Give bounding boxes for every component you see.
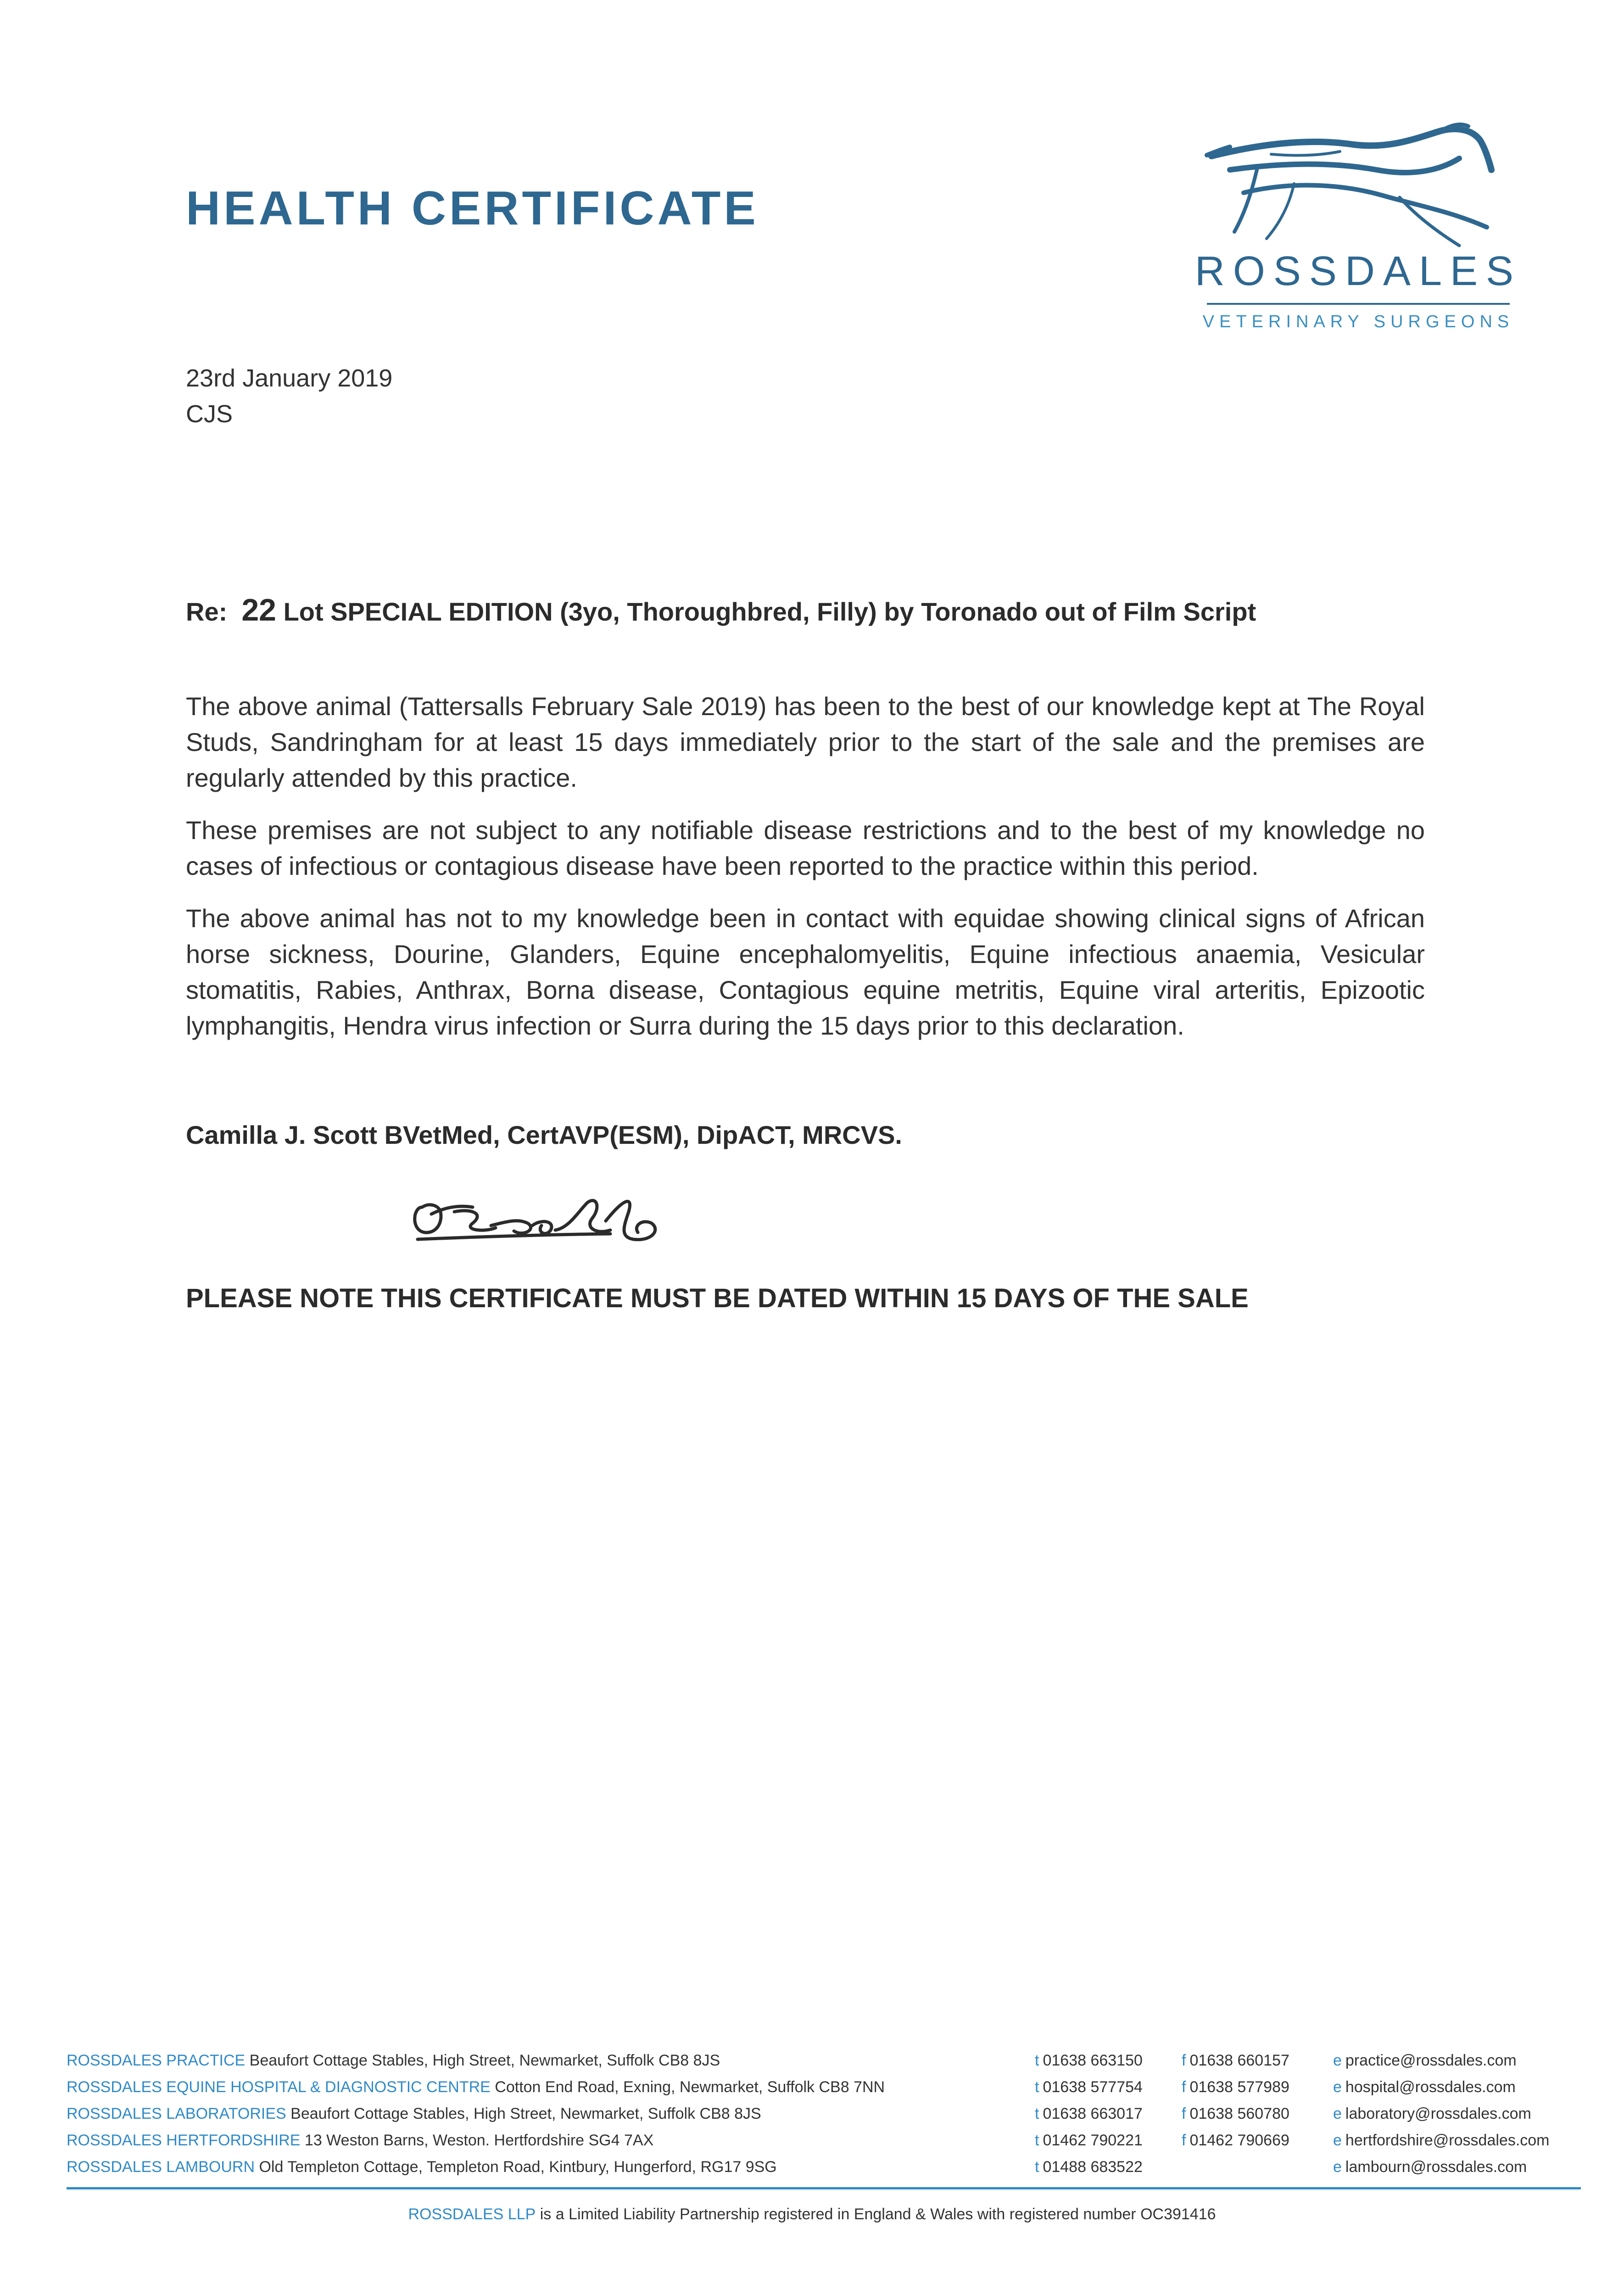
certificate-body xyxy=(186,688,1425,1060)
office-fax: f 01638 577989 xyxy=(1182,2078,1289,2096)
office-address: Beaufort Cottage Stables, High Street, Newmarket, Suffolk CB8 8JS xyxy=(290,2105,761,2122)
office-phone: t 01488 683522 xyxy=(1035,2158,1143,2176)
office-name: ROSSDALES PRACTICE xyxy=(67,2052,246,2069)
subject-prefix: Re: xyxy=(186,597,228,626)
body-paragraph-1: The above animal (Tattersalls February Sale 2019) has been to the best of our knowledge kept at The Royal Studs, Sandringham for at least 15 days immediately prior to the start of the sale and the premises are regularly attended by this practice. xyxy=(186,692,1425,792)
office-email[interactable]: e hospital@rossdales.com xyxy=(1333,2078,1516,2096)
footer-divider xyxy=(67,2187,1581,2189)
office-row xyxy=(67,2052,1581,2078)
office-row xyxy=(67,2132,1581,2158)
office-address: 13 Weston Barns, Weston. Hertfordshire SG4 7AX xyxy=(304,2132,654,2149)
brand-name: ROSSDALES xyxy=(1194,248,1522,294)
body-paragraph-3: The above animal has not to my knowledge been in contact with equidae showing clinical signs of African horse sickness, Dourine, Glanders, Equine encephalomyelitis, Equine infectious anaemia, Vesicular stomatitis, Rabies, Anthrax, Borna disease, Contagious equine metritis, Equine viral arteritis, Epizootic lymphangitis, Hendra virus infection or Surra during the 15 days prior to this declaration. xyxy=(186,904,1425,1040)
office-name: ROSSDALES LABORATORIES xyxy=(67,2105,286,2122)
office-row xyxy=(67,2158,1581,2185)
office-fax: f 01638 560780 xyxy=(1182,2105,1289,2122)
office-fax: f 01462 790669 xyxy=(1182,2132,1289,2149)
office-name: ROSSDALES HERTFORDSHIRE xyxy=(67,2132,301,2149)
subject-text: Lot SPECIAL EDITION (3yo, Thoroughbred, Filly) by Toronado out of Film Script xyxy=(283,597,1256,626)
legal-text: is a Limited Liability Partnership registered in England & Wales with registered number OC391416 xyxy=(540,2205,1216,2223)
office-email[interactable]: e laboratory@rossdales.com xyxy=(1333,2105,1531,2122)
office-row xyxy=(67,2078,1581,2105)
legal-notice xyxy=(0,2205,1624,2223)
office-fax: f 01638 660157 xyxy=(1182,2052,1289,2069)
dating-notice: PLEASE NOTE THIS CERTIFICATE MUST BE DATED WITHIN 15 DAYS OF THE SALE xyxy=(186,1283,1249,1313)
signer-name: Camilla J. Scott BVetMed, CertAVP(ESM), DipACT, MRCVS. xyxy=(186,1120,902,1149)
rossdales-logo xyxy=(1184,110,1533,349)
office-phone: t 01638 663150 xyxy=(1035,2052,1143,2069)
brand-subtitle: VETERINARY SURGEONS xyxy=(1202,312,1514,331)
office-phone: t 01638 663017 xyxy=(1035,2105,1143,2122)
reference-initials: CJS xyxy=(186,400,233,428)
body-paragraph-2: These premises are not subject to any notifiable disease restrictions and to the best of my knowledge no cases of infectious or contagious disease have been reported to the practice within this period. xyxy=(186,816,1425,880)
office-phone: t 01638 577754 xyxy=(1035,2078,1143,2096)
galloping-horse-icon xyxy=(1202,119,1496,257)
legal-company-name: ROSSDALES LLP xyxy=(408,2205,536,2223)
document-title: HEALTH CERTIFICATE xyxy=(186,182,759,235)
office-email[interactable]: e hertfordshire@rossdales.com xyxy=(1333,2132,1550,2149)
office-address: Cotton End Road, Exning, Newmarket, Suffolk CB8 7NN xyxy=(495,2078,885,2096)
handwritten-signature xyxy=(404,1180,688,1258)
office-email[interactable]: e practice@rossdales.com xyxy=(1333,2052,1517,2069)
subject-line xyxy=(186,592,1256,628)
office-address: Beaufort Cottage Stables, High Street, Newmarket, Suffolk CB8 8JS xyxy=(249,2052,720,2069)
office-name: ROSSDALES LAMBOURN xyxy=(67,2158,255,2176)
brand-divider xyxy=(1207,303,1510,305)
office-row xyxy=(67,2105,1581,2132)
office-phone: t 01462 790221 xyxy=(1035,2132,1143,2149)
office-name: ROSSDALES EQUINE HOSPITAL & DIAGNOSTIC CENTRE xyxy=(67,2078,491,2096)
lot-number: 22 xyxy=(241,593,276,627)
office-address: Old Templeton Cottage, Templeton Road, Kintbury, Hungerford, RG17 9SG xyxy=(259,2158,777,2176)
letter-meta xyxy=(186,360,392,432)
office-email[interactable]: e lambourn@rossdales.com xyxy=(1333,2158,1527,2176)
letter-date: 23rd January 2019 xyxy=(186,364,393,392)
